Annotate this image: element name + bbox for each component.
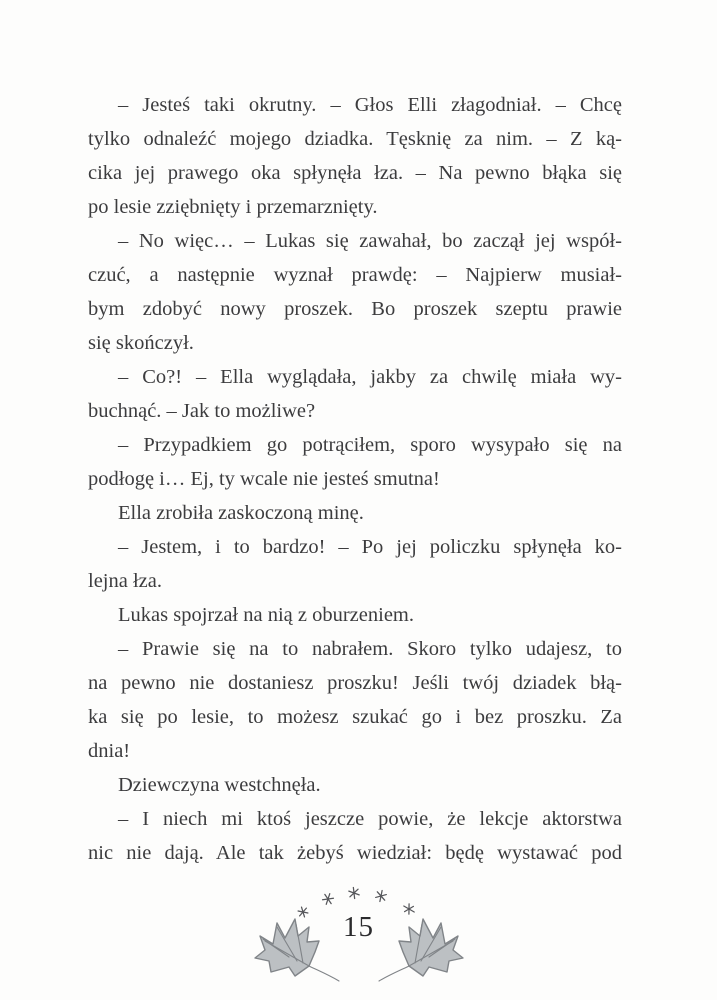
text-line: buchnąć. – Jak to możliwe? [88, 400, 316, 422]
text-line: – Co?! – Ella wyglądała, jakby za chwilę miała wy- [118, 366, 622, 388]
paragraph [88, 88, 622, 224]
paragraph [88, 802, 622, 870]
text-line: – I niech mi ktoś jeszcze powie, że lekcje aktorstwa [118, 808, 622, 830]
text-line: dnia! [88, 740, 131, 762]
text-line: się skończył. [88, 332, 194, 354]
text-line: cika jej prawego oka spłynęła łza. – Na pewno błąka się [88, 162, 622, 184]
text-line: Ella zrobiła zaskoczoną minę. [118, 502, 364, 524]
text-line: lejna łza. [88, 570, 162, 592]
footer-ornament [249, 886, 469, 986]
paragraph [88, 598, 622, 632]
text-line: – Przypadkiem go potrąciłem, sporo wysypało się na [118, 434, 622, 456]
body-text [88, 88, 622, 870]
paragraph [88, 428, 622, 496]
text-line: nic nie dają. Ale tak żebyś wiedział: będę wystawać pod [88, 842, 622, 864]
text-line: – No więc… – Lukas się zawahał, bo zaczął jej współ- [118, 230, 622, 252]
text-line: tylko odnaleźć mojego dziadka. Tęsknię za nim. – Z ką- [88, 128, 622, 150]
text-line: na pewno nie dostaniesz proszku! Jeśli twój dziadek błą- [88, 672, 622, 694]
text-line: bym zdobyć nowy proszek. Bo proszek szeptu prawie [88, 298, 622, 320]
text-line: ka się po lesie, to możesz szukać go i bez proszku. Za [88, 706, 622, 728]
text-line: – Prawie się na to nabrałem. Skoro tylko udajesz, to [118, 638, 622, 660]
paragraph [88, 496, 622, 530]
paragraph [88, 768, 622, 802]
paragraph [88, 530, 622, 598]
text-line: Dziewczyna westchnęła. [118, 774, 321, 796]
paragraph [88, 224, 622, 360]
text-line: Lukas spojrzał na nią z oburzeniem. [118, 604, 414, 626]
text-line: czuć, a następnie wyznał prawdę: – Najpierw musiał- [88, 264, 622, 286]
text-line: – Jesteś taki okrutny. – Głos Elli złagodniał. – Chcę [118, 94, 622, 116]
paragraph [88, 360, 622, 428]
paragraph [88, 632, 622, 768]
page-number: 15 [343, 911, 374, 943]
text-line: po lesie zziębnięty i przemarznięty. [88, 196, 378, 218]
text-line: podłogę i… Ej, ty wcale nie jesteś smutna! [88, 468, 440, 490]
text-line: – Jestem, i to bardzo! – Po jej policzku spłynęła ko- [118, 536, 622, 558]
